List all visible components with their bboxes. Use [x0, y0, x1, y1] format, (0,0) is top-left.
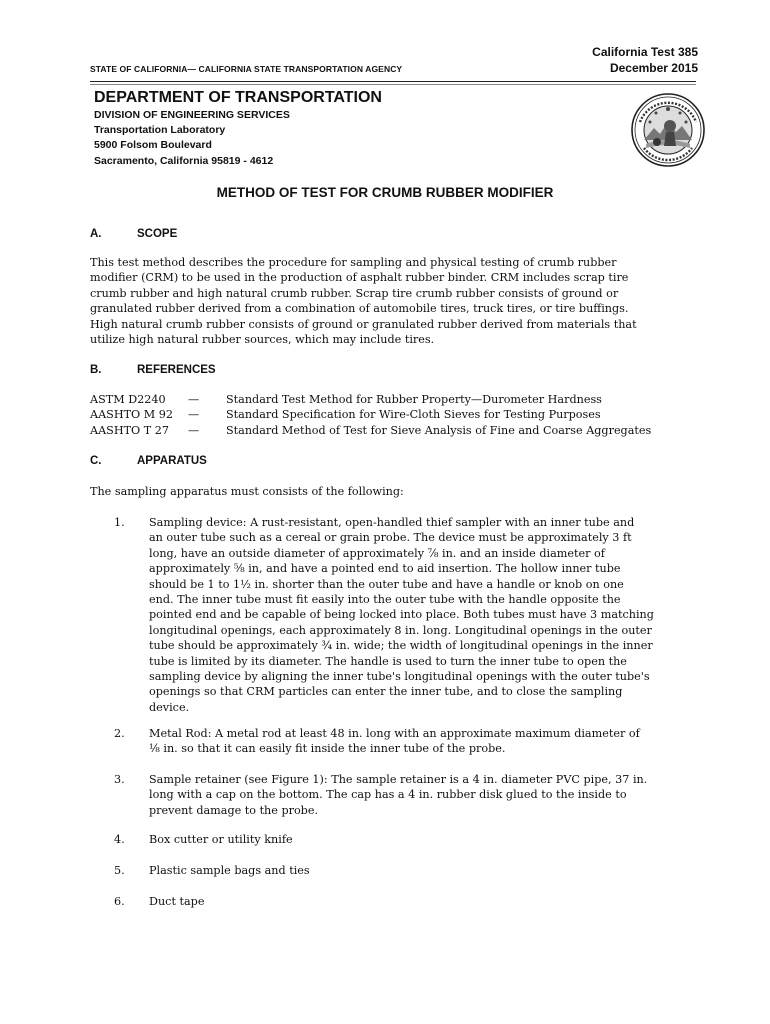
- department-title: DEPARTMENT OF TRANSPORTATION: [94, 89, 382, 106]
- item-line: tube should be approximately ¾ in. wide; the width of longitudinal openings in the inner: [149, 639, 653, 653]
- item-text: [149, 515, 702, 715]
- apparatus-intro: The sampling apparatus must consists of the following:: [90, 485, 404, 498]
- test-number: California Test 385: [592, 45, 698, 59]
- department-address: [94, 108, 290, 169]
- reference-item: [90, 423, 702, 438]
- item-text: [149, 726, 702, 757]
- address-line-division: DIVISION OF ENGINEERING SERVICES: [94, 109, 290, 121]
- item-line: end. The inner tube must fit easily into the outer tube with the handle opposite the: [149, 593, 621, 607]
- address-line-lab: Transportation Laboratory: [94, 124, 226, 137]
- scope-line: modifier (CRM) to be used in the production of asphalt rubber binder. CRM includes scrap tire: [90, 271, 629, 285]
- document-title: METHOD OF TEST FOR CRUMB RUBBER MODIFIER: [216, 185, 554, 200]
- item-line: longitudinal openings, each approximately 8 in. long. Longitudinal openings in the outer: [149, 623, 652, 637]
- apparatus-item: [90, 772, 702, 820]
- reference-item: [90, 407, 702, 422]
- references-list: [90, 392, 702, 438]
- scope-line: High natural crumb rubber consists of ground or granulated rubber derived from materials that: [90, 317, 637, 331]
- apparatus-item: [90, 726, 702, 758]
- reference-description: Standard Specification for Wire-Cloth Sieves for Testing Purposes: [226, 408, 601, 422]
- address-line-street: 5900 Folsom Boulevard: [94, 139, 212, 152]
- section-heading-references: [0, 364, 770, 380]
- item-number: 5.: [114, 864, 125, 877]
- item-number: 6.: [114, 895, 125, 908]
- item-line: openings so that CRM particles can enter the inner tube, and to close the sampling: [149, 685, 623, 699]
- item-line: device.: [149, 700, 190, 714]
- item-text: [149, 894, 702, 909]
- section-letter: B.: [90, 364, 102, 376]
- item-text: [149, 863, 702, 878]
- agency-line: STATE OF CALIFORNIA— CALIFORNIA STATE TRANSPORTATION AGENCY: [90, 64, 403, 74]
- reference-description: Standard Test Method for Rubber Property—Durometer Hardness: [226, 393, 602, 406]
- header-rule: [90, 81, 696, 82]
- item-line: Plastic sample bags and ties: [149, 864, 310, 877]
- apparatus-item: [90, 832, 702, 848]
- item-number: 2.: [114, 727, 125, 740]
- test-identifier: [592, 44, 698, 76]
- address-line-city: Sacramento, California 95819 - 4612: [94, 154, 274, 167]
- reference-dash: —: [188, 408, 200, 422]
- reference-description: Standard Method of Test for Sieve Analysis of Fine and Coarse Aggregates: [226, 423, 652, 437]
- item-line: Sampling device: A rust-resistant, open-handled thief sampler with an inner tube and: [149, 516, 635, 529]
- item-line: ⅛ in. so that it can easily fit inside the inner tube of the probe.: [149, 742, 506, 756]
- scope-line: crumb rubber and high natural crumb rubber. Scrap tire crumb rubber consists of ground or: [90, 286, 619, 300]
- item-line: Metal Rod: A metal rod at least 48 in. long with an approximate maximum diameter of: [149, 727, 640, 740]
- item-line: tube is limited by its diameter. The handle is used to turn the inner tube to open the: [149, 654, 627, 668]
- scope-line: granulated rubber derived from a combination of automobile tires, truck tires, or tire buffings.: [90, 302, 629, 316]
- item-line: pointed end and be capable of being locked into place. Both tubes must have 3 matching: [149, 608, 654, 622]
- item-number: 1.: [114, 516, 125, 529]
- section-heading-scope: [0, 228, 770, 244]
- item-line: Sample retainer (see Figure 1): The sample retainer is a 4 in. diameter PVC pipe, 37 in.: [149, 773, 648, 786]
- scope-line: utilize high natural rubber sources, which may include tires.: [90, 333, 435, 347]
- item-line: Box cutter or utility knife: [149, 833, 293, 846]
- item-number: 3.: [114, 773, 125, 786]
- section-title: SCOPE: [137, 228, 178, 240]
- scope-line: This test method describes the procedure for sampling and physical testing of crumb rubber: [90, 256, 617, 269]
- apparatus-item: [90, 863, 702, 879]
- item-line: Duct tape: [149, 895, 205, 908]
- item-text: [149, 832, 702, 847]
- apparatus-item: [90, 894, 702, 910]
- item-line: long, have an outside diameter of approximately ⅞ in. and an inside diameter of: [149, 546, 605, 560]
- test-date: December 2015: [609, 61, 698, 75]
- section-title: REFERENCES: [137, 364, 216, 376]
- item-line: sampling device by aligning the inner tube's longitudinal openings with the outer tube's: [149, 670, 650, 684]
- section-letter: C.: [90, 455, 102, 467]
- item-line: approximately ⅝ in, and have a pointed end to aid insertion. The hollow inner tube: [149, 562, 621, 576]
- header-rule-secondary: [90, 84, 696, 85]
- reference-dash: —: [188, 393, 200, 406]
- item-text: [149, 772, 702, 818]
- item-line: long with a cap on the bottom. The cap has a 4 in. rubber disk glued to the inside to: [149, 788, 627, 802]
- reference-dash: —: [188, 423, 200, 437]
- section-letter: A.: [90, 228, 102, 240]
- great-seal-of-california-icon: [630, 92, 706, 168]
- scope-paragraph: [90, 255, 702, 347]
- reference-item: [90, 392, 702, 407]
- item-line: prevent damage to the probe.: [149, 803, 319, 817]
- reference-code: ASTM D2240: [90, 393, 166, 406]
- section-heading-apparatus: [0, 455, 770, 471]
- reference-code: AASHTO M 92: [90, 408, 174, 422]
- section-title: APPARATUS: [137, 455, 207, 467]
- item-line: an outer tube such as a cereal or grain probe. The device must be approximately 3 ft: [149, 531, 632, 545]
- item-line: should be 1 to 1½ in. shorter than the outer tube and have a handle or knob on one: [149, 577, 624, 591]
- item-number: 4.: [114, 833, 125, 846]
- reference-code: AASHTO T 27: [90, 423, 170, 437]
- apparatus-item: [90, 515, 702, 717]
